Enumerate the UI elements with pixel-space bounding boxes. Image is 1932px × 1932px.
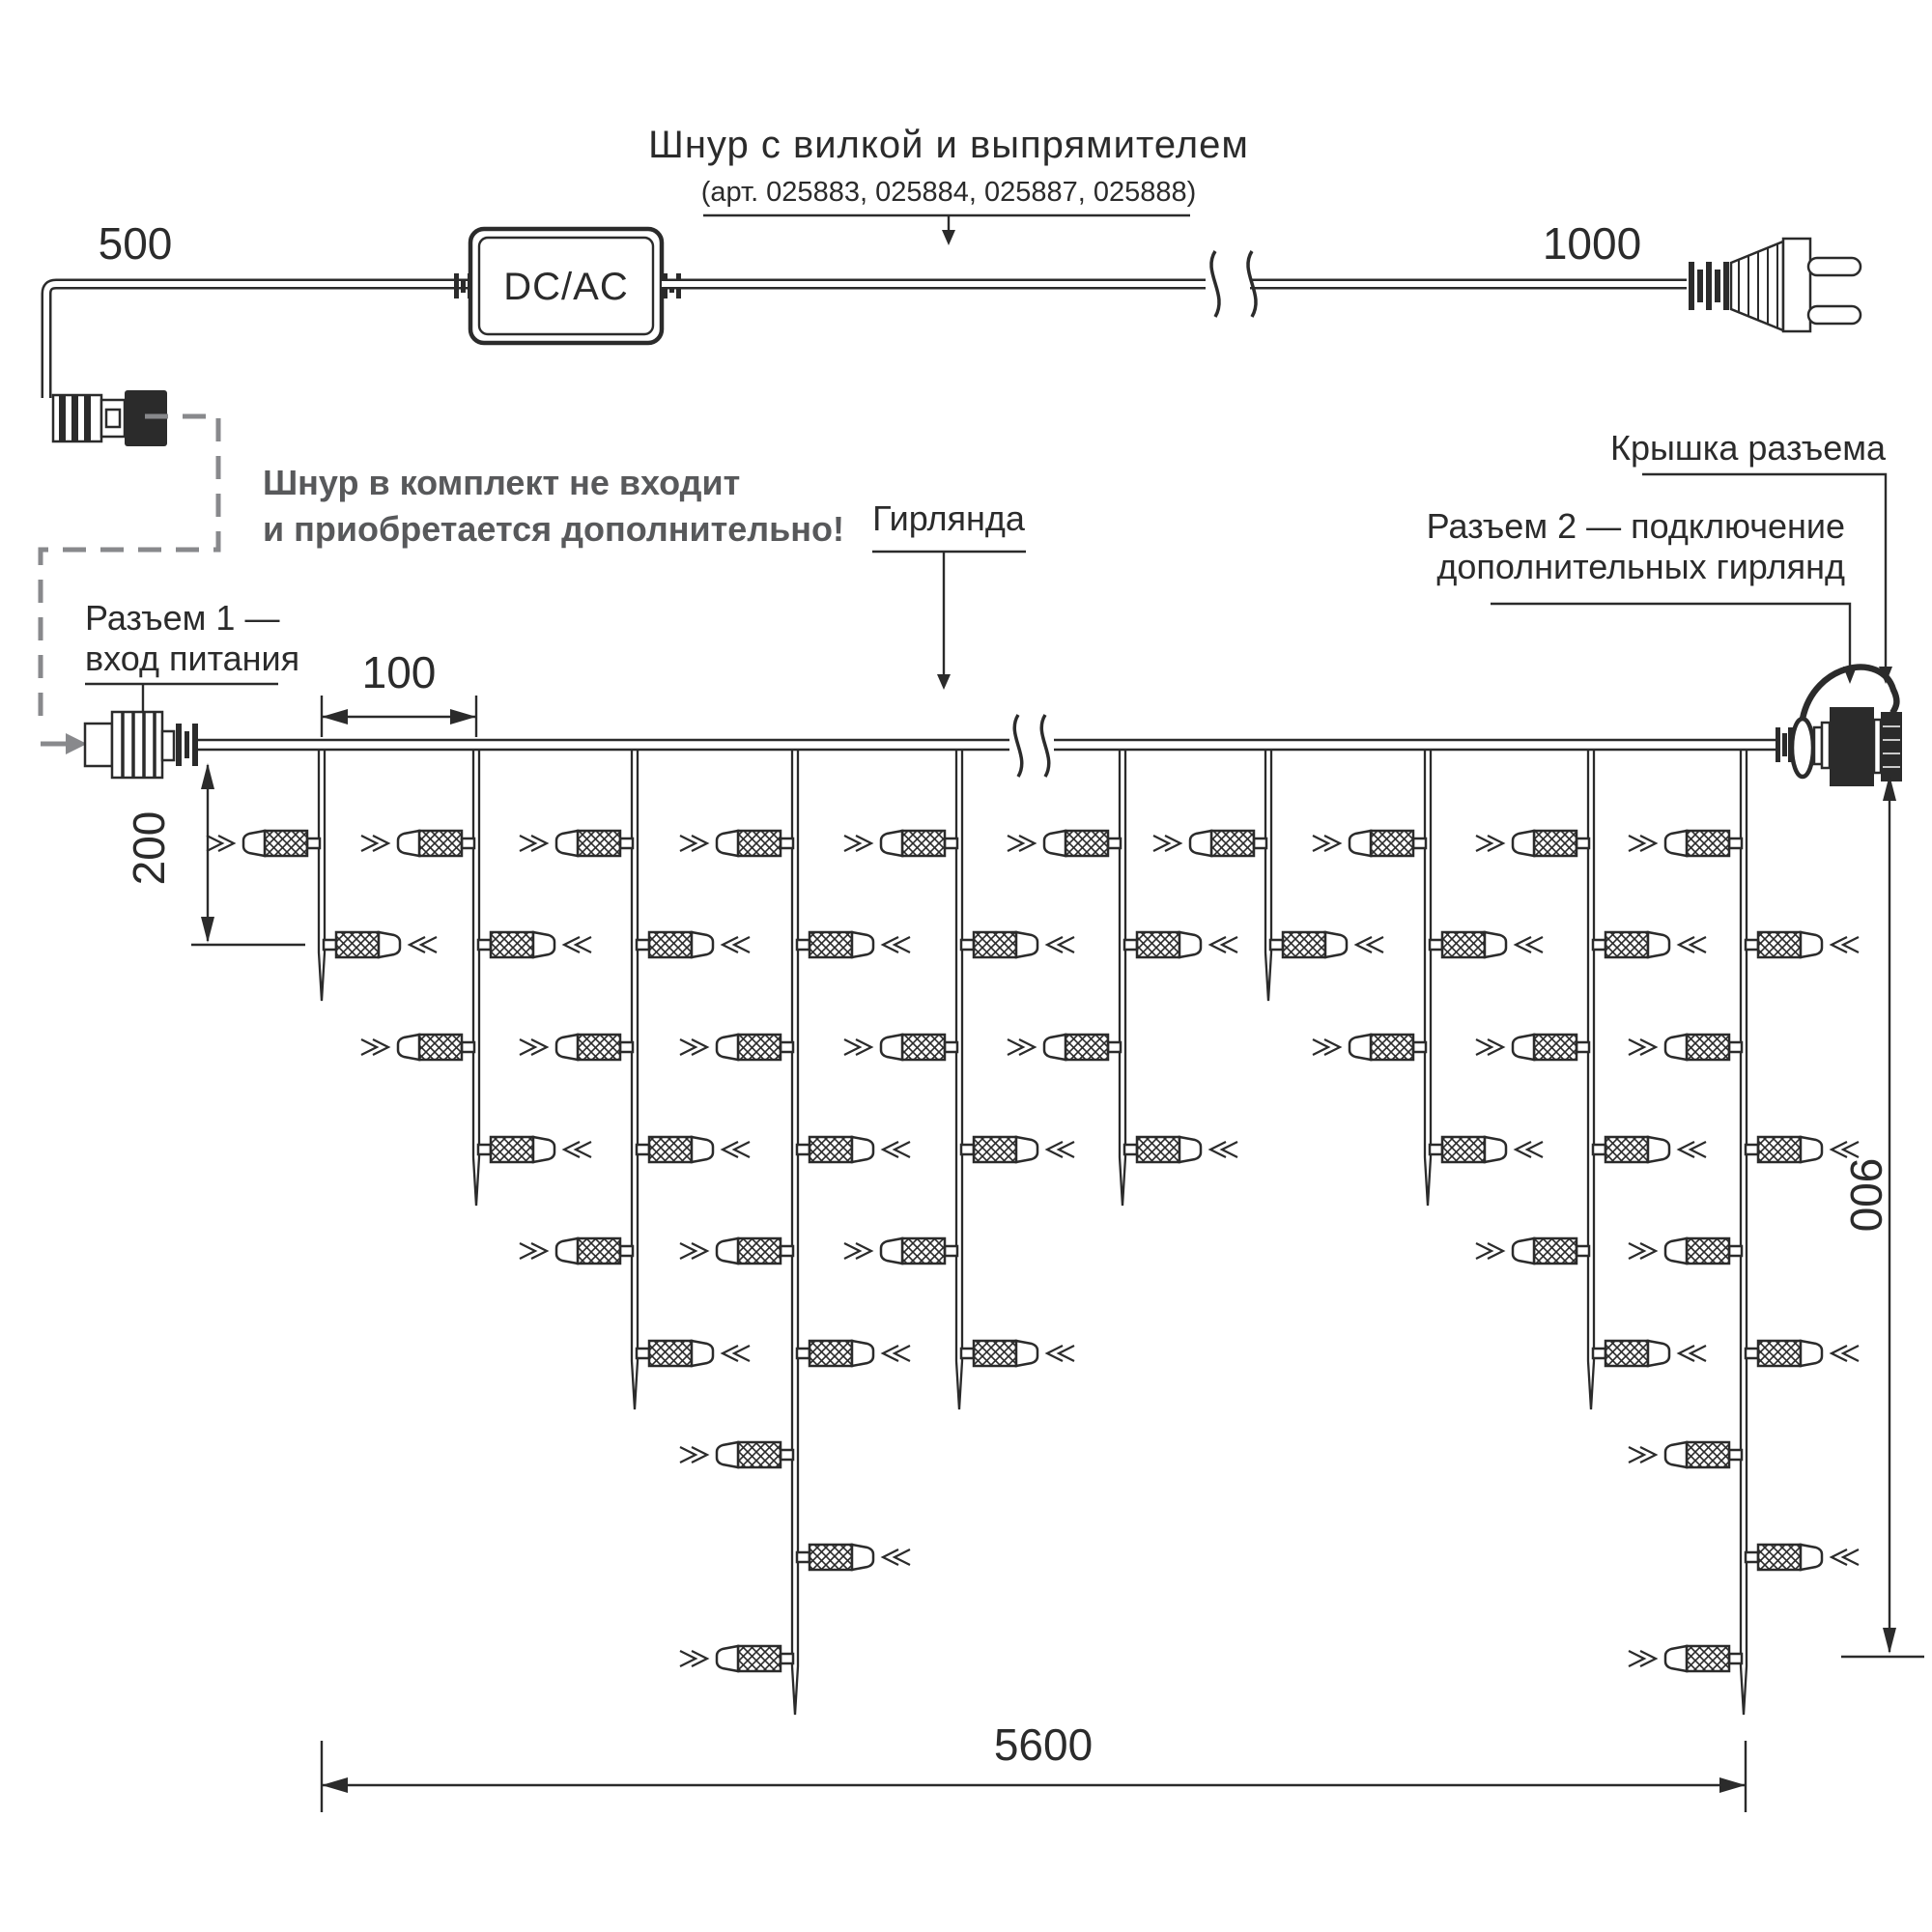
led-bulb bbox=[1008, 1035, 1121, 1060]
mains-plug bbox=[1731, 239, 1861, 331]
led-bulb bbox=[961, 932, 1074, 957]
end-connector bbox=[1776, 668, 1902, 786]
chevron-right-icon bbox=[520, 836, 535, 851]
cap-ring bbox=[1792, 719, 1813, 777]
chevron-left-icon bbox=[1843, 1549, 1859, 1565]
led-bulb bbox=[637, 1341, 750, 1366]
led-bulb bbox=[680, 1238, 793, 1264]
chevron-right-icon bbox=[844, 836, 860, 851]
arrow-right-icon bbox=[1719, 1777, 1746, 1793]
led-bulb bbox=[1629, 1442, 1742, 1467]
drop-line bbox=[1425, 750, 1431, 1206]
chevron-right-icon bbox=[207, 836, 222, 851]
chevron-right-icon bbox=[680, 1243, 696, 1259]
chevron-right-icon bbox=[1476, 1243, 1492, 1259]
led-bulb bbox=[361, 1035, 474, 1060]
chevron-right-icon bbox=[361, 1039, 377, 1055]
led-bulb bbox=[637, 1137, 750, 1162]
led-bulb bbox=[1313, 831, 1426, 856]
garland-label: Гирлянда bbox=[872, 498, 1025, 538]
connector-cap-label: Крышка разъема bbox=[1610, 428, 1886, 468]
led-bulb bbox=[1476, 1238, 1589, 1264]
dim-200-label: 200 bbox=[124, 810, 174, 886]
dim-900 bbox=[1841, 775, 1924, 1657]
chevron-right-icon bbox=[1629, 1447, 1644, 1463]
led-bulb bbox=[1008, 831, 1121, 856]
led-bulb bbox=[1746, 1545, 1859, 1570]
led-bulb bbox=[1593, 1137, 1706, 1162]
dim-100 bbox=[322, 647, 476, 737]
drop-line bbox=[792, 750, 798, 1715]
arrow-down-icon bbox=[937, 674, 951, 690]
dim-100-label: 100 bbox=[361, 647, 437, 697]
drop-line bbox=[1741, 750, 1747, 1715]
led-bulb bbox=[1746, 932, 1859, 957]
chevron-left-icon bbox=[895, 1346, 910, 1361]
led-bulb bbox=[1153, 831, 1266, 856]
led-bulb bbox=[1476, 1035, 1589, 1060]
chevron-right-icon bbox=[844, 1039, 860, 1055]
chevron-left-icon bbox=[1527, 937, 1543, 952]
connector2-label-line1: Разъем 2 — подключение bbox=[1426, 506, 1845, 546]
led-bulb bbox=[1476, 831, 1589, 856]
connector2-callout bbox=[1427, 506, 1857, 684]
title-callout bbox=[648, 124, 1249, 245]
chevron-right-icon bbox=[680, 1651, 696, 1666]
chevron-right-icon bbox=[520, 1039, 535, 1055]
connector-cap bbox=[1881, 712, 1902, 781]
chevron-right-icon bbox=[1313, 836, 1328, 851]
curtain-drops bbox=[207, 750, 1859, 1715]
led-bulb bbox=[1593, 1341, 1706, 1366]
led-bulb bbox=[478, 1137, 591, 1162]
chevron-left-icon bbox=[1843, 937, 1859, 952]
chevron-left-icon bbox=[734, 1142, 750, 1157]
cable-left-core bbox=[46, 284, 470, 398]
plug-prong bbox=[1808, 258, 1861, 275]
led-bulb bbox=[1270, 932, 1383, 957]
chevron-left-icon bbox=[1222, 1142, 1237, 1157]
chevron-left-icon bbox=[1843, 1142, 1859, 1157]
led-bulb bbox=[1313, 1035, 1426, 1060]
led-bulb bbox=[797, 1341, 910, 1366]
dim-5600 bbox=[322, 1719, 1746, 1812]
arrow-left-icon bbox=[322, 709, 348, 724]
chevron-left-icon bbox=[1059, 1142, 1074, 1157]
arrow-up-icon bbox=[201, 763, 214, 789]
garland-callout bbox=[872, 498, 1026, 690]
chevron-right-icon bbox=[1476, 1039, 1492, 1055]
chevron-right-icon bbox=[1008, 1039, 1023, 1055]
chevron-left-icon bbox=[576, 1142, 591, 1157]
led-bulb bbox=[961, 1341, 1074, 1366]
connector1-label-line1: Разъем 1 — bbox=[85, 598, 280, 638]
chevron-left-icon bbox=[734, 1346, 750, 1361]
led-bulb bbox=[1629, 1035, 1742, 1060]
led-bulb bbox=[680, 831, 793, 856]
led-bulb bbox=[637, 932, 750, 957]
chevron-left-icon bbox=[1222, 937, 1237, 952]
chevron-right-icon bbox=[1629, 836, 1644, 851]
connector1-callout bbox=[85, 598, 299, 728]
chevron-right-icon bbox=[361, 836, 377, 851]
dim-900-label: 900 bbox=[1841, 1157, 1891, 1233]
dim-5600-label: 5600 bbox=[993, 1719, 1094, 1770]
not-included-dashed-path bbox=[41, 416, 218, 754]
note-not-included-line2: и приобретается дополнительно! bbox=[263, 509, 844, 549]
led-bulb bbox=[361, 831, 474, 856]
led-bulb bbox=[324, 932, 437, 957]
chevron-left-icon bbox=[734, 937, 750, 952]
drop-line bbox=[1120, 750, 1125, 1206]
connector1-label-line2: вход питания bbox=[85, 639, 300, 678]
chevron-left-icon bbox=[895, 1549, 910, 1565]
cord-title: Шнур с вилкой и выпрямителем bbox=[648, 124, 1249, 166]
note-not-included-line1: Шнур в комплект не входит bbox=[263, 463, 741, 502]
led-bulb bbox=[1629, 1646, 1742, 1671]
led-bulb bbox=[797, 1545, 910, 1570]
arrow-down-icon bbox=[1883, 1628, 1896, 1654]
led-bulb bbox=[1430, 932, 1543, 957]
led-bulb bbox=[1746, 1341, 1859, 1366]
arrow-right-icon bbox=[450, 709, 476, 724]
plug-prong bbox=[1808, 306, 1861, 324]
chevron-left-icon bbox=[1690, 937, 1706, 952]
led-bulb bbox=[680, 1646, 793, 1671]
led-bulb bbox=[1629, 1238, 1742, 1264]
led-bulb bbox=[797, 1137, 910, 1162]
led-bulb bbox=[207, 831, 320, 856]
led-bulb bbox=[797, 932, 910, 957]
chevron-right-icon bbox=[1153, 836, 1169, 851]
led-bulb bbox=[1430, 1137, 1543, 1162]
wire-break-symbol bbox=[1014, 715, 1049, 777]
led-bulb bbox=[844, 831, 957, 856]
led-bulb bbox=[520, 1238, 633, 1264]
chevron-right-icon bbox=[1629, 1651, 1644, 1666]
chevron-right-icon bbox=[680, 836, 696, 851]
chevron-left-icon bbox=[1690, 1142, 1706, 1157]
chevron-left-icon bbox=[1059, 1346, 1074, 1361]
cord-subtitle: (арт. 025883, 025884, 025887, 025888) bbox=[700, 177, 1197, 208]
chevron-left-icon bbox=[1690, 1346, 1706, 1361]
chevron-left-icon bbox=[1059, 937, 1074, 952]
chevron-right-icon bbox=[520, 1243, 535, 1259]
chevron-left-icon bbox=[1843, 1346, 1859, 1361]
led-bulb bbox=[1629, 831, 1742, 856]
chevron-left-icon bbox=[1368, 937, 1383, 952]
chevron-right-icon bbox=[1313, 1039, 1328, 1055]
plug-strain-relief bbox=[1689, 262, 1729, 310]
chevron-left-icon bbox=[421, 937, 437, 952]
chevron-right-icon bbox=[680, 1447, 696, 1463]
dim-500-label: 500 bbox=[98, 218, 173, 269]
led-bulb bbox=[1593, 932, 1706, 957]
chevron-right-icon bbox=[1629, 1039, 1644, 1055]
drop-line bbox=[319, 750, 325, 1001]
led-bulb bbox=[478, 932, 591, 957]
chevron-right-icon bbox=[844, 1243, 860, 1259]
connector2-label-line2: дополнительных гирлянд bbox=[1436, 547, 1845, 586]
chevron-left-icon bbox=[1527, 1142, 1543, 1157]
chevron-left-icon bbox=[895, 1142, 910, 1157]
chevron-right-icon bbox=[1476, 836, 1492, 851]
arrow-down-icon bbox=[942, 230, 955, 245]
led-bulb bbox=[680, 1035, 793, 1060]
chevron-right-icon bbox=[1629, 1243, 1644, 1259]
start-connector bbox=[85, 712, 198, 778]
dim-1000-label: 1000 bbox=[1542, 218, 1642, 269]
cable-break-symbol bbox=[1211, 251, 1256, 317]
garland-wire bbox=[198, 715, 1780, 777]
led-bulb bbox=[1124, 1137, 1237, 1162]
chevron-left-icon bbox=[895, 937, 910, 952]
led-bulb bbox=[520, 1035, 633, 1060]
led-bulb bbox=[520, 831, 633, 856]
dcac-label: DC/AC bbox=[503, 266, 629, 308]
chevron-right-icon bbox=[680, 1039, 696, 1055]
drop-line bbox=[473, 750, 479, 1206]
cable-left bbox=[46, 284, 470, 398]
arrow-down-icon bbox=[201, 917, 214, 943]
led-bulb bbox=[844, 1035, 957, 1060]
led-bulb bbox=[961, 1137, 1074, 1162]
drop-line bbox=[1265, 750, 1271, 1001]
gray-arrow-right-icon bbox=[66, 733, 87, 754]
chevron-right-icon bbox=[1008, 836, 1023, 851]
dcac-converter bbox=[470, 229, 662, 343]
led-bulb bbox=[680, 1442, 793, 1467]
led-bulb bbox=[1124, 932, 1237, 957]
chevron-left-icon bbox=[576, 937, 591, 952]
led-bulb bbox=[844, 1238, 957, 1264]
arrow-left-icon bbox=[322, 1777, 348, 1793]
